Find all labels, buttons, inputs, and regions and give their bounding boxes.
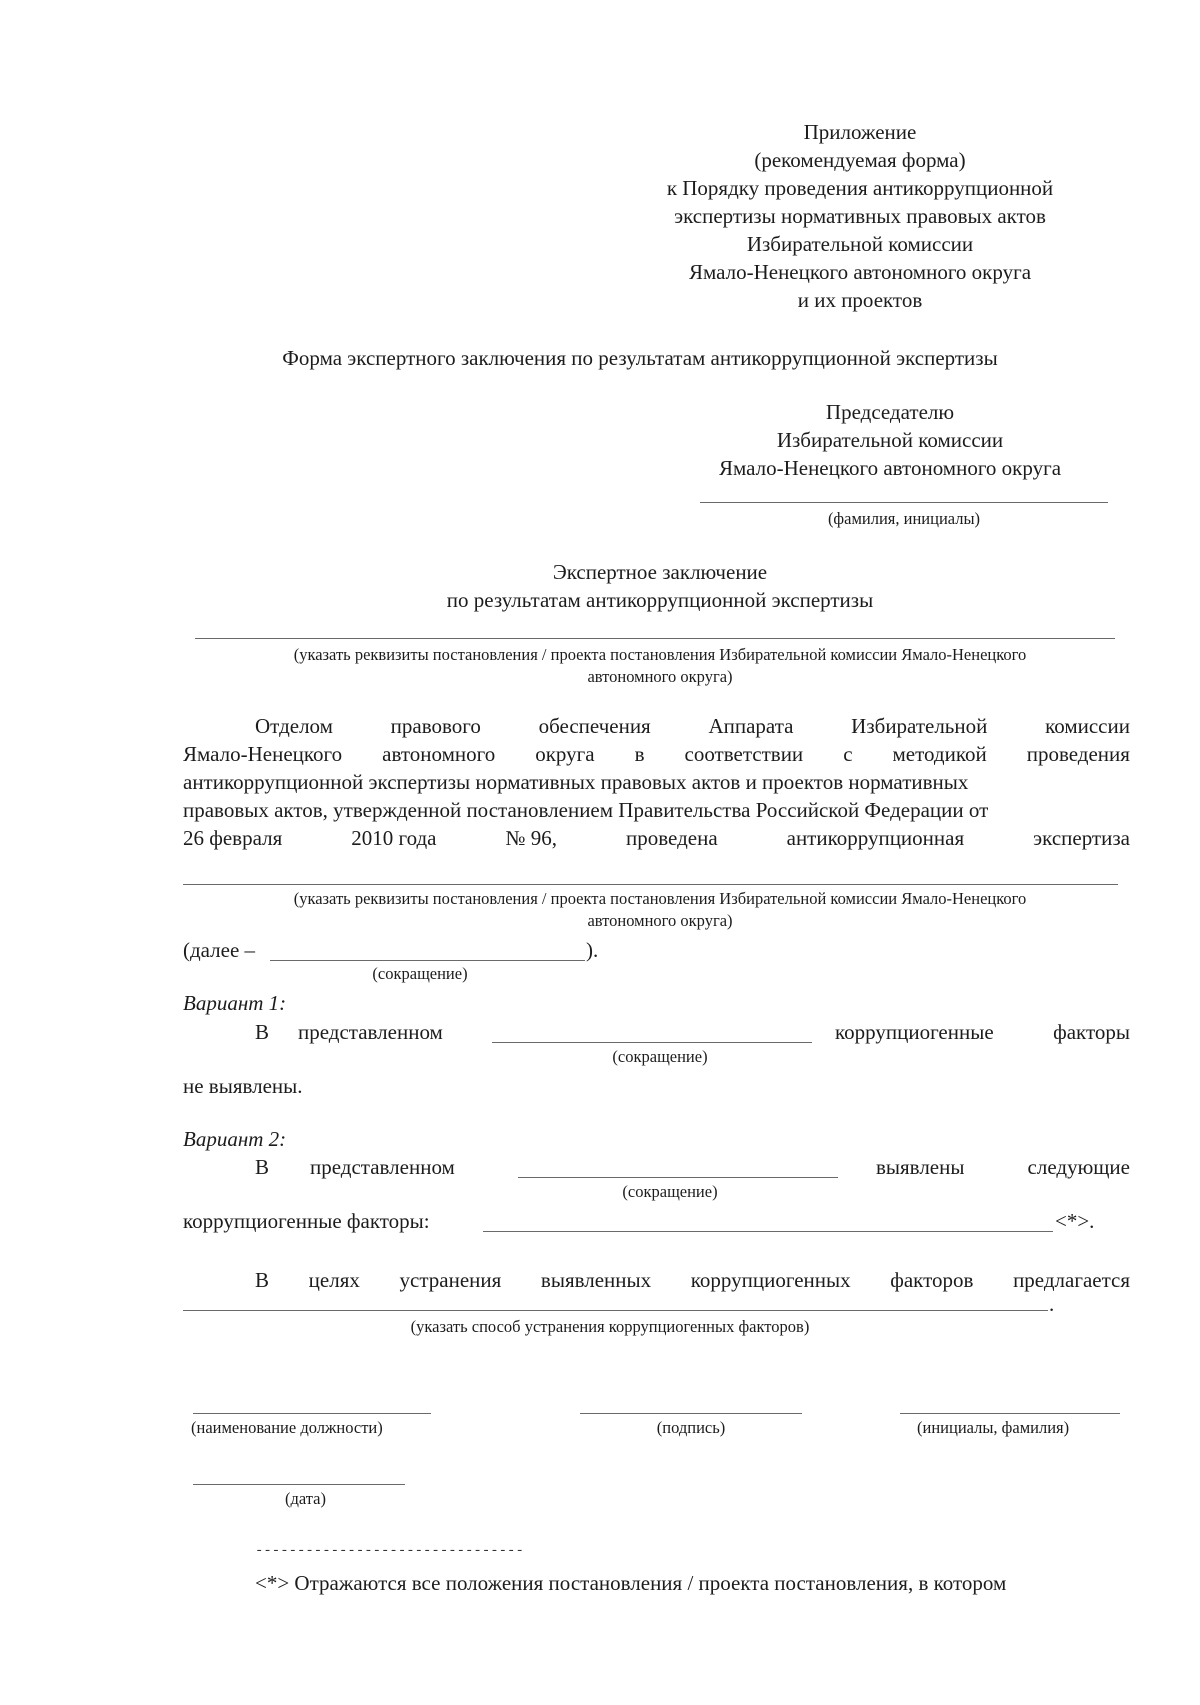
name-blank-line — [900, 1413, 1120, 1414]
variant1-word-presented: представленном — [298, 1020, 443, 1044]
elimination-line: В целях устранения выявленных коррупциогенных факторов предлагается — [255, 1268, 1130, 1292]
appendix-line: Приложение — [803, 120, 917, 144]
form-title: Форма экспертного заключения по результатам антикоррупционной экспертизы — [282, 346, 998, 370]
variant2-word-presented: представленном — [310, 1155, 455, 1179]
requisites-blank-line-2 — [183, 884, 1118, 885]
footnote-text: <*> Отражаются все положения постановления / проекта постановления, в котором — [255, 1571, 1007, 1595]
variant2-factors-line — [483, 1231, 1053, 1232]
body-line-2: Ямало-Ненецкого автономного округа в соответствии с методикой проведения — [183, 742, 1130, 766]
variant2-word-in: В — [255, 1155, 270, 1179]
requisites-caption-line1: (указать реквизиты постановления / проекта постановления Избирательной комиссии Ямало-Ненецкого — [293, 645, 1027, 664]
variant2-factors-suffix: <*>. — [1055, 1209, 1095, 1233]
position-blank-line — [193, 1413, 431, 1414]
requisites-caption-2-line1: (указать реквизиты постановления / проекта постановления Избирательной комиссии Ямало-Ненецкого — [293, 889, 1027, 908]
variant2-abbreviation-line — [518, 1177, 838, 1178]
appendix-line: к Порядку проведения антикоррупционной — [666, 176, 1054, 200]
variant2-label: Вариант 2: — [183, 1127, 287, 1151]
signature-caption: (подпись) — [656, 1418, 726, 1437]
signature-blank-line — [580, 1413, 802, 1414]
requisites-caption-2-line2: автономного округа) — [587, 911, 733, 930]
abbreviation-blank-line — [270, 960, 585, 961]
conclusion-title-line2: по результатам антикоррупционной экспертизы — [446, 588, 874, 612]
variant1-line2: не выявлены. — [183, 1074, 303, 1098]
conclusion-title-line1: Экспертное заключение — [552, 560, 768, 584]
variant2-caption: (сокращение) — [622, 1182, 718, 1201]
variant2-tail: выявлены следующие — [876, 1155, 1130, 1179]
appendix-line: Избирательной комиссии — [746, 232, 974, 256]
variant1-abbreviation-line — [492, 1042, 812, 1043]
variant1-label: Вариант 1: — [183, 991, 287, 1015]
appendix-line: экспертизы нормативных правовых актов — [674, 204, 1046, 228]
body-line-5: 26 февраля 2010 года № 96, проведена антикоррупционная экспертиза — [183, 826, 1130, 850]
addressee-caption: (фамилия, инициалы) — [827, 509, 981, 528]
requisites-caption-line2: автономного округа) — [587, 667, 733, 686]
elimination-caption: (указать способ устранения коррупциогенных факторов) — [410, 1317, 810, 1336]
variant1-caption: (сокращение) — [612, 1047, 708, 1066]
elimination-blank-line — [183, 1310, 1048, 1311]
appendix-line: и их проектов — [797, 288, 923, 312]
footnote-separator: -------------------------------- — [255, 1543, 524, 1559]
addressee-blank-line — [700, 502, 1108, 503]
abbreviation-caption: (сокращение) — [372, 964, 468, 983]
addressee-line: Избирательной комиссии — [776, 428, 1004, 452]
date-caption: (дата) — [284, 1489, 327, 1508]
variant1-word-in: В — [255, 1020, 270, 1044]
addressee-line: Ямало-Ненецкого автономного округа — [718, 456, 1062, 480]
further-prefix: (далее – — [183, 938, 256, 962]
further-suffix: ). — [586, 938, 599, 962]
body-line-4: правовых актов, утвержденной постановлением Правительства Российской Федерации от — [183, 798, 989, 822]
appendix-line: (рекомендуемая форма) — [754, 148, 966, 172]
variant2-factors-label: коррупциогенные факторы: — [183, 1209, 430, 1233]
requisites-blank-line — [195, 638, 1115, 639]
position-caption: (наименование должности) — [191, 1418, 383, 1437]
variant1-tail: коррупциогенные факторы — [835, 1020, 1130, 1044]
appendix-line: Ямало-Ненецкого автономного округа — [688, 260, 1032, 284]
body-line-1: Отделом правового обеспечения Аппарата Избирательной комиссии — [255, 714, 1130, 738]
name-caption: (инициалы, фамилия) — [917, 1418, 1070, 1437]
body-line-3: антикоррупционной экспертизы нормативных правовых актов и проектов нормативных — [183, 770, 969, 794]
elimination-end: . — [1049, 1292, 1055, 1316]
addressee-line: Председателю — [825, 400, 955, 424]
date-blank-line — [193, 1484, 405, 1485]
